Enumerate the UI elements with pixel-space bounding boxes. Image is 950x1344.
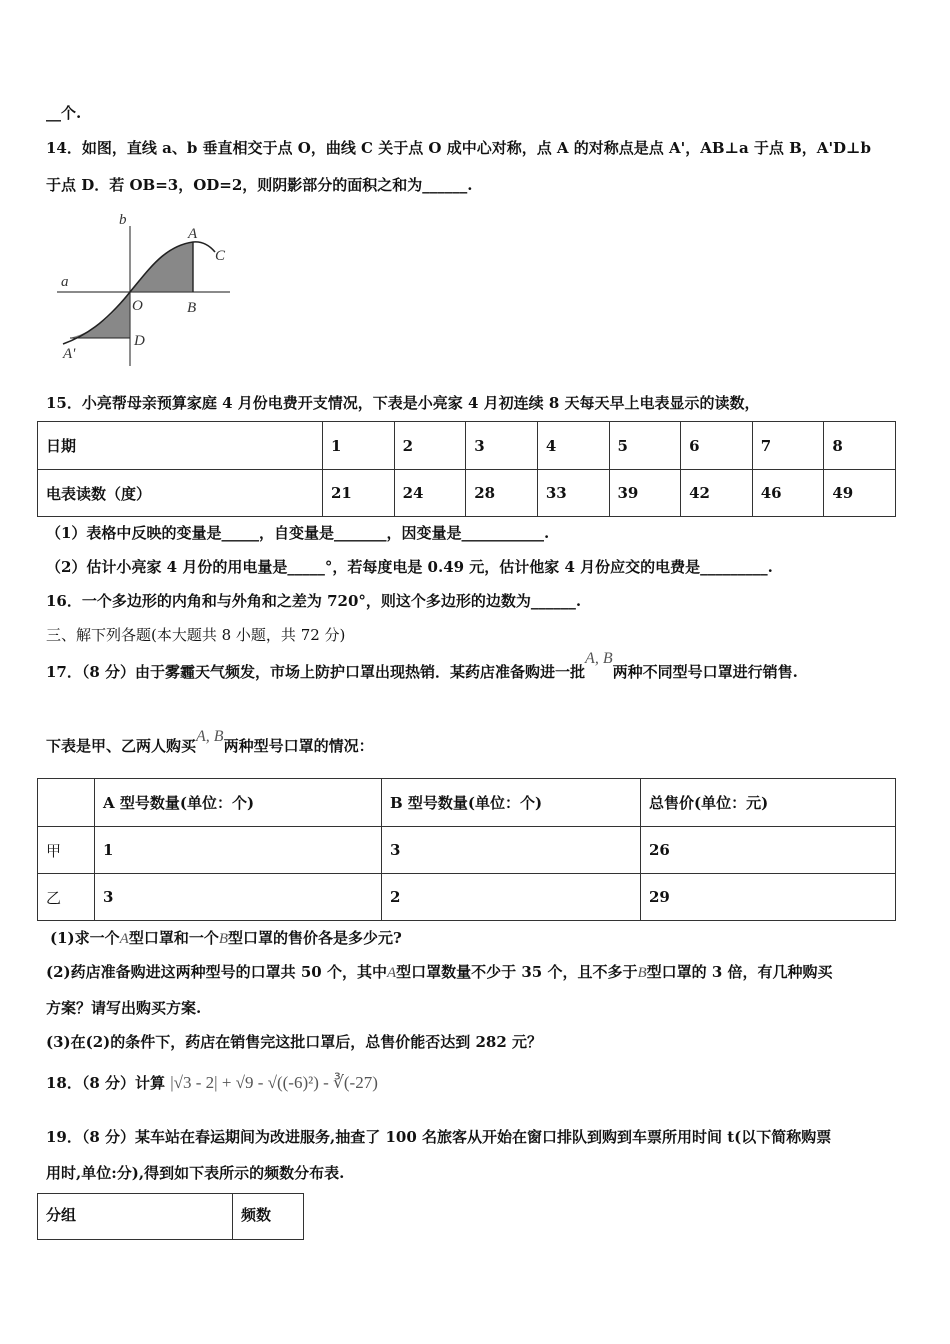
shaded-region-left — [70, 292, 130, 338]
q15-table — [37, 421, 896, 517]
q17-line1-a: 17．（8 分）由于雾霾天气频发，市场上防护口罩出现热销．某药店准备购进一批 — [46, 663, 586, 681]
q17-sub1-a: (1)求一个 — [50, 929, 120, 947]
var-A: A — [119, 931, 129, 947]
q19-header-cell: 分组 — [38, 1194, 233, 1240]
var-B: B — [218, 931, 228, 947]
q16-text: 16．一个多边形的内角和与外角和之差为 720°，则这个多边形的边数为______. — [46, 592, 582, 610]
label-O: O — [132, 298, 143, 314]
q15-reading: 21 — [323, 470, 395, 517]
q17-line1 — [46, 650, 798, 682]
section-3-title: 三、解下列各题(本大题共 8 小题，共 72 分) — [46, 626, 346, 644]
q19-line1: 19．（8 分）某车站在春运期间为改进服务,抽查了 100 名旅客从开始在窗口排队到购到车票所用时间 t(以下简称购票 — [46, 1128, 832, 1146]
q17-sub1-c: 型口罩的售价各是多少元? — [228, 929, 402, 947]
q17-sub2-c: 型口罩的 3 倍，有几种购买 — [646, 963, 833, 981]
q18-prefix: 18．（8 分）计算 — [46, 1074, 166, 1092]
q15-reading: 28 — [466, 470, 538, 517]
q17-cell: 29 — [641, 874, 896, 921]
q19-line2: 用时,单位:分),得到如下表所示的频数分布表. — [46, 1164, 345, 1182]
q17-cell: 3 — [382, 827, 641, 874]
q17-sub1 — [50, 927, 402, 948]
label-A: A — [188, 226, 198, 242]
q15-reading: 46 — [752, 470, 824, 517]
label-A-prime: A' — [63, 346, 76, 362]
label-b: b — [119, 212, 127, 228]
q15-reading: 49 — [824, 470, 896, 517]
q14-figure — [55, 208, 245, 368]
q15-sub1: （1）表格中反映的变量是_____，自变量是_______，因变量是___________. — [46, 524, 550, 542]
q14-line1: 14．如图，直线 a、b 垂直相交于点 O，曲线 C 关于点 O 成中心对称，点 A 的对称点是点 A'，AB⊥a 于点 B，A'D⊥b — [46, 139, 871, 157]
label-a: a — [61, 274, 69, 290]
q17-table — [37, 778, 896, 921]
q15-day: 2 — [394, 422, 466, 470]
q15-reading: 33 — [537, 470, 609, 517]
q17-ab-math-2: A, B — [196, 728, 224, 745]
q17-sub1-b: 型口罩和一个 — [128, 929, 219, 947]
table-row — [38, 779, 896, 827]
q15-sub2: （2）估计小亮家 4 月份的用电量是_____°，若每度电是 0.49 元，估计他家 4 月份应交的电费是_________. — [46, 558, 773, 576]
q17-sub2-b: 型口罩数量不少于 35 个，且不多于 — [396, 963, 638, 981]
q17-sub3: (3)在(2)的条件下，药店在销售完这批口罩后，总售价能否达到 282 元？ — [46, 1033, 543, 1051]
q15-day: 7 — [752, 422, 824, 470]
q15-row1-header: 日期 — [38, 422, 323, 470]
q17-sub2 — [46, 961, 833, 982]
q15-reading: 39 — [609, 470, 681, 517]
table-row — [38, 874, 896, 921]
q19-table — [37, 1193, 304, 1240]
label-C: C — [215, 248, 226, 264]
q15-day: 8 — [824, 422, 896, 470]
q14-line2: 于点 D．若 OB=3，OD=2，则阴影部分的面积之和为______. — [46, 176, 473, 194]
q17-cell: 26 — [641, 827, 896, 874]
q18-expression: |√3 - 2| + √9 - √((-6)²) - ∛(-27) — [170, 1073, 378, 1092]
q17-ab-math: A, B — [585, 650, 613, 667]
q17-header-cell — [38, 779, 95, 827]
label-B: B — [187, 300, 197, 316]
q17-cell: 1 — [95, 827, 382, 874]
q17-header-cell: 总售价(单位：元) — [641, 779, 896, 827]
q15-day: 1 — [323, 422, 395, 470]
q17-cell: 2 — [382, 874, 641, 921]
label-D: D — [134, 333, 145, 349]
q15-row2-header: 电表读数（度） — [38, 470, 323, 517]
q17-line1-b: 两种不同型号口罩进行销售. — [612, 663, 798, 681]
q17-cell: 甲 — [38, 827, 95, 874]
var-B: B — [637, 965, 647, 981]
q15-reading: 24 — [394, 470, 466, 517]
table-row — [38, 827, 896, 874]
q13-tail: __个. — [46, 104, 82, 122]
q17-line2-b: 两种型号口罩的情况： — [223, 737, 374, 755]
q17-cell: 乙 — [38, 874, 95, 921]
q15-day: 3 — [466, 422, 538, 470]
q17-line2-a: 下表是甲、乙两人购买 — [46, 737, 197, 755]
q17-header-cell: B 型号数量(单位：个) — [382, 779, 641, 827]
q17-cell: 3 — [95, 874, 382, 921]
q17-sub2-d: 方案？请写出购买方案. — [46, 999, 202, 1017]
table-row — [38, 1194, 304, 1240]
q17-sub2-a: (2)药店准备购进这两种型号的口罩共 50 个，其中 — [46, 963, 387, 981]
var-A: A — [386, 965, 397, 981]
q15-intro: 15．小亮帮母亲预算家庭 4 月份电费开支情况，下表是小亮家 4 月初连续 8 天每天早上电表显示的读数， — [46, 394, 760, 412]
q15-day: 6 — [681, 422, 753, 470]
q15-reading: 42 — [681, 470, 753, 517]
shaded-region-right — [130, 242, 193, 292]
q18-line — [46, 1072, 378, 1093]
q17-line2 — [46, 728, 374, 756]
table-row — [38, 422, 896, 470]
q15-day: 5 — [609, 422, 681, 470]
table-row — [38, 470, 896, 517]
q17-header-cell: A 型号数量(单位：个) — [95, 779, 382, 827]
q19-header-cell: 频数 — [233, 1194, 304, 1240]
q15-day: 4 — [537, 422, 609, 470]
